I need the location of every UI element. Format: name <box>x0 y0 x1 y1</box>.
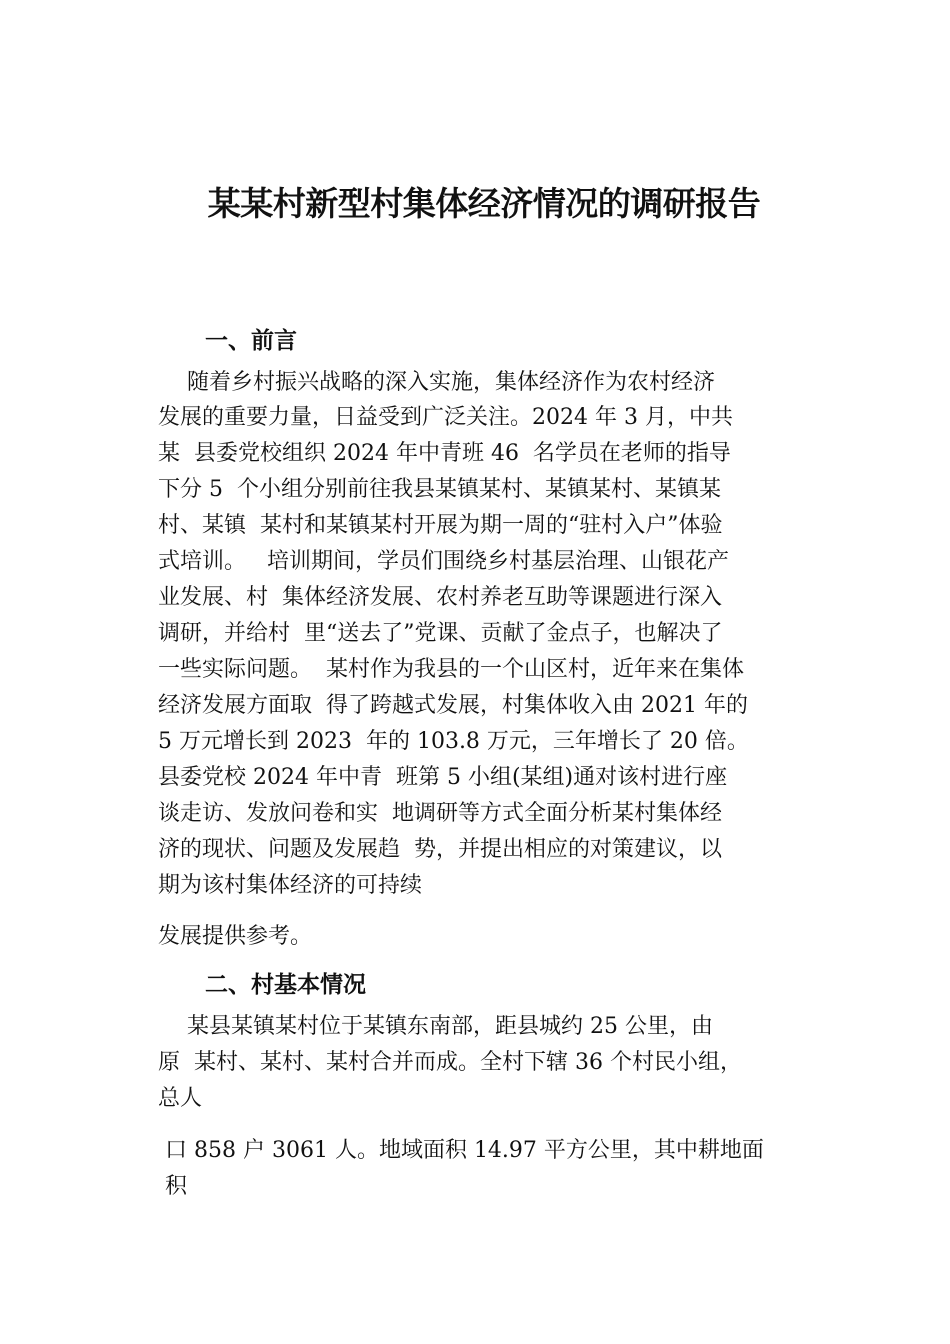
paragraph-line: 济的现状、问题及发展趋 势，并提出相应的对策建议，以 <box>158 837 722 862</box>
paragraph-line: 村、某镇 某村和某镇某村开展为期一周的“驻村入户”体验 <box>158 513 723 538</box>
paragraph-line: 原 某村、某村、某村合并而成。全村下辖 36 个村民小组， <box>158 1050 742 1075</box>
section-heading-preface: 一、前言 <box>205 328 297 354</box>
paragraph-line: 下分 5 个小组分别前往我县某镇某村、某镇某村、某镇某 <box>158 477 721 502</box>
paragraph-line: 谈走访、发放问卷和实 地调研等方式全面分析某村集体经 <box>158 801 722 826</box>
paragraph-line: 经济发展方面取 得了跨越式发展，村集体收入由 2021 年的 <box>158 693 748 718</box>
paragraph-line: 期为该村集体经济的可持续 <box>158 873 423 898</box>
paragraph-line: 县委党校 2024 年中青 班第 5 小组(某组)通对该村进行座 <box>158 765 728 790</box>
paragraph-line: 总人 <box>158 1086 203 1111</box>
paragraph-line: 某 县委党校组织 2024 年中青班 46 名学员在老师的指导 <box>158 441 731 466</box>
paragraph-line: 一些实际问题。 某村作为我县的一个山区村，近年来在集体 <box>158 657 744 682</box>
paragraph-line: 式培训。 培训期间，学员们围绕乡村基层治理、山银花产 <box>158 549 729 574</box>
paragraph-line: 发展提供参考。 <box>158 924 313 949</box>
paragraph-line: 口 858 户 3061 人。地域面积 14.97 平方公里，其中耕地面 <box>158 1138 764 1163</box>
paragraph-line: 5 万元增长到 2023 年的 103.8 万元，三年增长了 20 倍。 <box>158 729 749 754</box>
paragraph-line: 业发展、村 集体经济发展、农村养老互助等课题进行深入 <box>158 585 722 610</box>
paragraph-line: 随着乡村振兴战略的深入实施，集体经济作为农村经济 <box>158 370 715 395</box>
paragraph-line: 发展的重要力量，日益受到广泛关注。2024 年 3 月，中共 <box>158 405 733 430</box>
paragraph-line: 调研，并给村 里“送去了”党课、贡献了金点子，也解决了 <box>158 621 723 646</box>
paragraph-line: 某县某镇某村位于某镇东南部，距县城约 25 公里，由 <box>158 1014 713 1039</box>
section-heading-village-info: 二、村基本情况 <box>205 972 366 998</box>
paragraph-line: 积 <box>158 1174 187 1199</box>
document-title: 某某村新型村集体经济情况的调研报告 <box>207 184 761 223</box>
